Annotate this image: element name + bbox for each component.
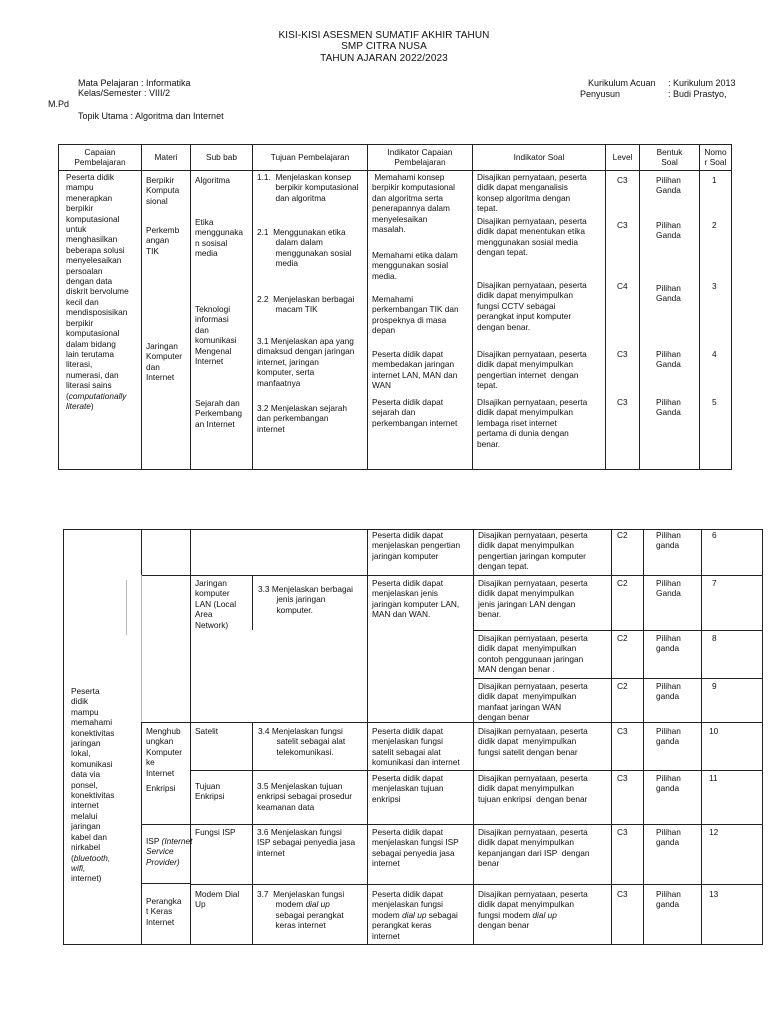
bentuk-soal: Pilihan Ganda [656, 397, 681, 418]
subbab-item: Fungsi ISP [195, 827, 236, 837]
tujuan-item: 3.3 Menjelaskan berbagai jenis jaringan komputer. [258, 584, 354, 615]
indikator-capaian-item: Memahami etika dalam menggunakan sosial media. [372, 250, 458, 281]
header-bentuk: Bentuk Soal [656, 147, 683, 168]
indikator-soal: Disajikan pernyataan, peserta didik dapat menyimpulkan kepanjangan dari ISP dengan benar [478, 827, 590, 869]
level: C3 [617, 827, 628, 837]
materi-item: Perangka t Keras Internet [146, 896, 182, 927]
level: C2 [617, 530, 628, 540]
level: C3 [617, 175, 628, 185]
indikator-capaian-item: Peserta didik dapat menjelaskan jenis jaringan komputer LAN, MAN dan WAN. [372, 578, 460, 620]
bentuk-soal: Pilihan Ganda [656, 283, 681, 304]
nomor-soal: 13 [709, 889, 719, 899]
bentuk-soal: Pilihan ganda [656, 889, 681, 910]
subbab-item: Jaringan komputer LAN (Local Area Network) [195, 578, 237, 630]
tujuan-item: 3.7 Menjelaskan fungsi modem dial up sebagai perangkat keras internet [257, 889, 345, 931]
level: C3 [617, 220, 628, 230]
bentuk-soal: Pilihan Ganda [656, 349, 681, 370]
bentuk-soal: Pilihan ganda [656, 633, 681, 654]
subbab-item: Sejarah dan Perkembang an Internet [195, 398, 243, 429]
indikator-capaian-item: Memahami perkembangan TIK dan prospeknya di masa depan [372, 294, 459, 336]
header-indikator-capaian: Indikator Capaian Pembelajaran [387, 147, 453, 168]
bentuk-soal: Pilihan Ganda [656, 220, 681, 241]
nomor-soal: 8 [712, 633, 717, 643]
indikator-soal: Disajikan pernyataan, peserta didik dapat menyimpulkan fungsi modem dial up dengan benar [478, 889, 588, 931]
materi-item: ISP (Internet Service Provider) [146, 836, 193, 867]
subbab-item: Etika menggunaka n sosisal media [195, 217, 243, 259]
tujuan-item: 3.2 Menjelaskan sejarah dan perkembangan internet [257, 403, 347, 434]
level: C4 [617, 281, 628, 291]
indikator-soal: DIsajikan pernyataan, peserta didik dapat menyimpulkan lembaga riset internet pertama di dunia dengan benar. [477, 397, 588, 449]
header-capaian: Capaian Pembelajaran [74, 147, 126, 168]
indikator-capaian-item: Peserta didik dapat menjelaskan fungsi ISP sebagai penyedia jasa internet [372, 827, 459, 869]
nomor-soal: 4 [712, 349, 717, 359]
indikator-capaian-item: Peserta didik dapat menjelaskan tujuan enkripsi [372, 773, 444, 804]
header-tujuan: Tujuan Pembelajaran [270, 152, 350, 162]
capaian-text: Peserta didik mampu memahami konektivitas jaringan lokal, komunikasi data via ponsel, konektivitas internet melalui jaringan kabel dan nirkabel (bluetooth, wifi, internet) [71, 686, 115, 884]
indikator-soal: Disajikan pernyataan, peserta didik dapat menyimpulkan contoh penggunaan jaringan MAN dengan benar . [478, 633, 588, 675]
subbab-item: Modem Dial Up [195, 889, 240, 910]
materi-item: Enkripsi [146, 783, 176, 793]
level: C2 [617, 578, 628, 588]
author-value: : Budi Prastyo, [668, 89, 727, 99]
bentuk-soal: Pilihan ganda [656, 827, 681, 848]
main-topic-field: Topik Utama : Algoritma dan Internet [78, 111, 224, 121]
nomor-soal: 10 [709, 726, 719, 736]
subject-field: Mata Pelajaran : Informatika [78, 78, 191, 88]
header-materi: Materi [154, 152, 178, 162]
tujuan-item: 3.1 Menjelaskan apa yang dimaksud dengan jaringan internet, jaringan komputer, serta manfaatnya [257, 336, 355, 388]
indikator-soal: Disajikan pernyataan, peserta didik dapat menyimpulkan pengertian jaringan komputer dengan tepat. [478, 530, 588, 572]
tujuan-item: 3.4 Menjelaskan fungsi satelit sebagai alat telekomunikasi. [258, 726, 346, 757]
indikator-soal: Disajikan pernyataan, peserta didik dapat menyimpulkan fungsi CCTV sebagai perangkat input komputer dengan benar. [477, 280, 587, 332]
level: C3 [617, 726, 628, 736]
level: C2 [617, 681, 628, 691]
indikator-capaian-item: Peserta didik dapat menjelaskan fungsi modem dial up sebagai perangkat keras internet [372, 889, 458, 941]
class-semester-field: Kelas/Semester : VIII/2 [78, 88, 171, 98]
level: C3 [617, 889, 628, 899]
document-title: KISI-KISI ASESMEN SUMATIF AKHIR TAHUN [278, 30, 490, 41]
materi-item: Berpikir Komputa sional [146, 175, 180, 206]
bentuk-soal: Pilihan ganda [656, 726, 681, 747]
materi-item: Perkemb angan TIK [146, 225, 180, 256]
nomor-soal: 3 [712, 281, 717, 291]
author-title: M.Pd [48, 99, 70, 109]
subbab-item: Satelit [195, 726, 219, 736]
nomor-soal: 5 [712, 397, 717, 407]
header-indikator-soal: Indikator Soal [513, 152, 565, 162]
indikator-soal: Disajikan pernyataan, peserta didik dapat menyimpulkan fungsi satelit dengan benar [478, 726, 588, 757]
nomor-soal: 2 [712, 220, 717, 230]
capaian-text: Peserta didik mampu menerapkan berpikir komputasional untuk menghasilkan beberapa solusi menyelesaikan persoalan dengan data diskrit bervolume kecil dan mendisposisikan berpikir komputasional dalam bidang lain terutama literasi, numerasi, dan literasi sains (computationally literate) [66, 172, 129, 411]
header-subbab: Sub bab [206, 152, 237, 162]
header-nomor: Nomo r Soal [704, 147, 727, 168]
materi-item: Jaringan Komputer dan Internet [146, 341, 182, 383]
indikator-capaian-item: Peserta didik dapat sejarah dan perkembangan internet [372, 397, 458, 428]
bentuk-soal: Pilihan Ganda [656, 175, 681, 196]
level: C3 [617, 773, 628, 783]
header-level: Level [612, 152, 633, 162]
school-name: SMP CITRA NUSA [341, 41, 427, 52]
indikator-capaian-item: Peserta didik dapat menjelaskan pengertian jaringan komputer [372, 530, 461, 561]
tujuan-item: 2.2 Menjelaskan berbagai macam TIK [257, 294, 355, 315]
bentuk-soal: Pilihan ganda [656, 773, 681, 794]
curriculum-label: Kurikulum Acuan [588, 78, 656, 88]
indikator-soal: Disajikan pernyataan, peserta didik dapat menyimpulkan tujuan enkripsi dengan benar [478, 773, 588, 804]
indikator-capaian-item: Peserta didik dapat menjelaskan fungsi satelit sebagai alat komunikasi dan internet [372, 726, 460, 768]
tujuan-item: 3.5 Menjelaskan tujuan enkripsi sebagai prosedur keamanan data [257, 781, 353, 812]
nomor-soal: 11 [709, 773, 718, 783]
nomor-soal: 6 [712, 530, 717, 540]
indikator-soal: Disajikan pernyataan, peserta didik dapat menyimpulkan jenis jaringan LAN dengan benar. [478, 578, 588, 620]
tujuan-item: 2.1 Menggunakan etika dalam dalam menggunakan sosial media [257, 227, 352, 269]
indikator-soal: Disajikan pernyataan, peserta didik dapat menyimpulkan pengertian internet dengan tepat. [477, 349, 587, 391]
level: C3 [617, 397, 628, 407]
nomor-soal: 7 [712, 578, 717, 588]
author-label: Penyusun [580, 89, 621, 99]
level: C2 [617, 633, 628, 643]
materi-item: Menghub ungkan Komputer ke Internet [146, 726, 182, 778]
nomor-soal: 12 [709, 827, 719, 837]
nomor-soal: 1 [712, 175, 717, 185]
bentuk-soal: Pilihan ganda [656, 530, 681, 551]
level: C3 [617, 349, 628, 359]
curriculum-value: : Kurikulum 2013 [668, 78, 736, 88]
indikator-soal: Disajikan pernyataan, peserta didik dapat menentukan etika menggunakan sosial media dengan tepat. [477, 216, 587, 258]
subbab-item: Tujuan Enkripsi [195, 781, 225, 802]
nomor-soal: 9 [712, 681, 717, 691]
subbab-item: Teknologi informasi dan komunikasi Mengenal Internet [195, 304, 237, 367]
tujuan-item: 3.6 Menjelaskan fungsi ISP sebagai penyedia jasa internet [257, 827, 356, 858]
indikator-capaian-item: Memahami konsep berpikir komputasional dan algoritma serta penerapannya dalam menyelesaikan masalah. [372, 172, 456, 235]
tujuan-item: 1.1. Menjelaskan konsep berpikir komputasional dan algoritma [257, 172, 359, 203]
subbab-item: Algoritma [195, 175, 231, 185]
bentuk-soal: Pilihan Ganda [656, 578, 681, 599]
indikator-capaian-item: Peserta didik dapat membedakan jaringan internet LAN, MAN dan WAN [372, 349, 458, 391]
indikator-soal: Disajikan pernyataan, peserta didik dapat menganalisis konsep algoritma dengan tepat. [477, 172, 587, 214]
bentuk-soal: Pilihan ganda [656, 681, 681, 702]
academic-year: TAHUN AJARAN 2022/2023 [320, 53, 448, 64]
indikator-soal: Disajikan pernyataan, peserta didik dapat menyimpulkan manfaat jaringan WAN dengan benar [478, 681, 588, 723]
